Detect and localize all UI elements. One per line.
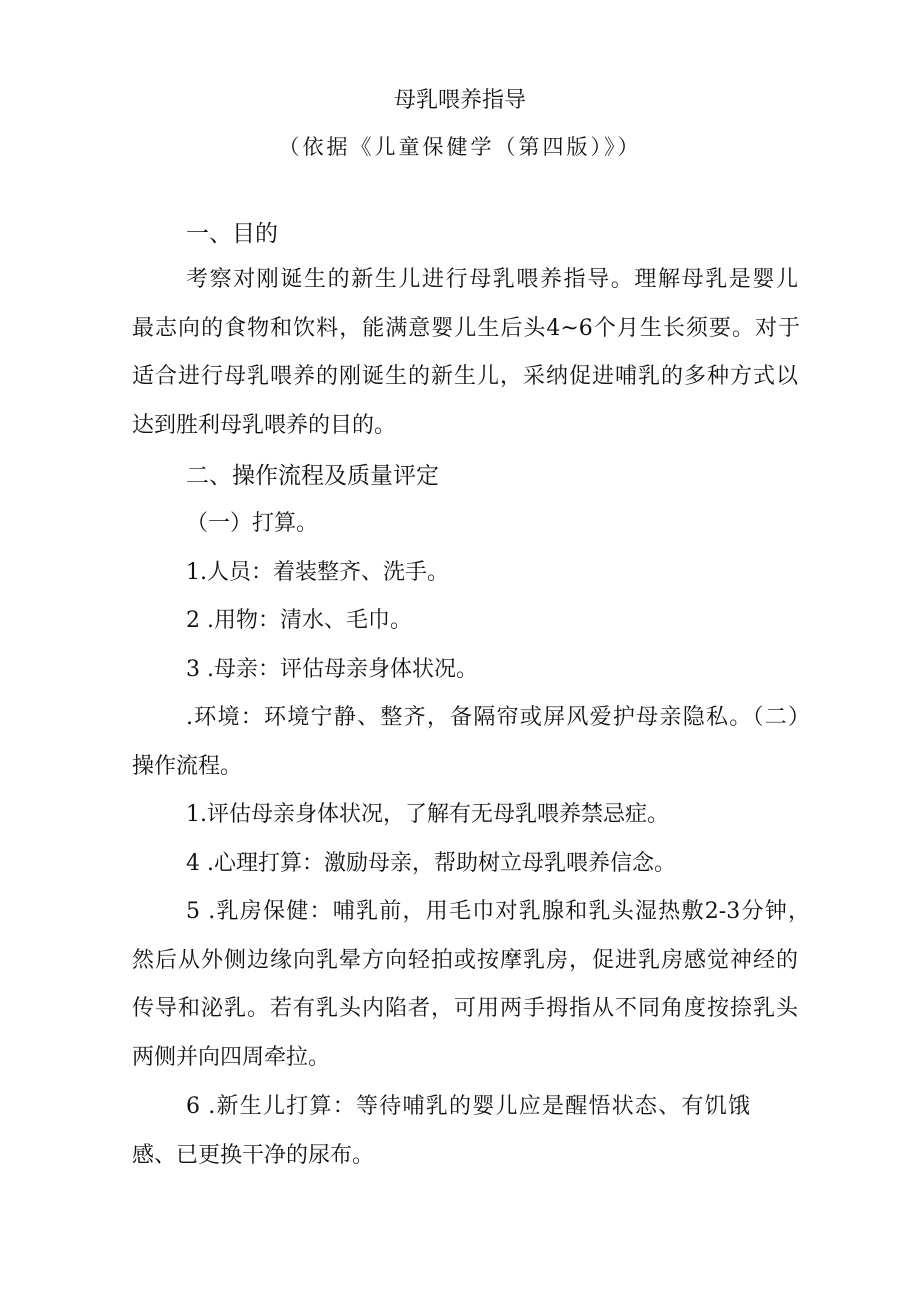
procedure-step-breast-care: 传导和泌乳。若有乳头内陷者，可用两手拇指从不同角度按捺乳头 [132, 996, 798, 1021]
prep-item-supplies: 2 .用物：清水、毛巾。 [186, 608, 412, 633]
purpose-paragraph-line: 达到胜利母乳喂养的目的。 [132, 413, 397, 438]
prep-item-staff: 1.人员：着装整齐、洗手。 [186, 560, 449, 585]
procedure-step-newborn-prep: 感、已更换干净的尿布。 [132, 1143, 375, 1168]
procedure-step-breast-care: 5 .乳房保健：哺乳前，用毛巾对乳腺和乳头湿热敷2-3分钟， [186, 899, 810, 924]
procedure-step-newborn-prep: 6 .新生儿打算：等待哺乳的婴儿应是醒悟状态、有饥饿 [186, 1094, 750, 1119]
procedure-step-psychological: 4 .心理打算：激励母亲，帮助树立母乳喂养信念。 [186, 851, 676, 876]
purpose-paragraph-line: 最志向的食物和饮料，能满意婴儿生后头4~6个月生长须要。对于 [132, 316, 800, 341]
prep-label: （一）打算。 [186, 511, 319, 536]
purpose-paragraph-line: 考察对刚诞生的新生儿进行母乳喂养指导。理解母乳是婴儿 [186, 267, 798, 292]
document-subtitle: （依据《儿童保健学（第四版）》） [278, 135, 642, 159]
purpose-paragraph-line: 适合进行母乳喂养的刚诞生的新生儿，采纳促进哺乳的多种方式以 [132, 364, 798, 389]
procedure-step-assess: 1.评估母亲身体状况，了解有无母乳喂养禁忌症。 [186, 802, 669, 827]
section-heading-purpose: 一、目的 [186, 221, 278, 247]
prep-item-mother: 3 .母亲：评估母亲身体状况。 [186, 657, 478, 682]
prep-item-environment: .环境：环境宁静、整齐，备隔帘或屏风爱护母亲隐私。（二） [186, 705, 810, 730]
section-heading-procedure: 二、操作流程及质量评定 [186, 463, 439, 489]
procedure-step-breast-care: 然后从外侧边缘向乳晕方向轻拍或按摩乳房，促进乳房感觉神经的 [132, 948, 798, 973]
procedure-step-breast-care: 两侧并向四周牵拉。 [132, 1045, 331, 1070]
document-title: 母乳喂养指导 [393, 88, 526, 113]
procedure-label: 操作流程。 [132, 754, 243, 779]
